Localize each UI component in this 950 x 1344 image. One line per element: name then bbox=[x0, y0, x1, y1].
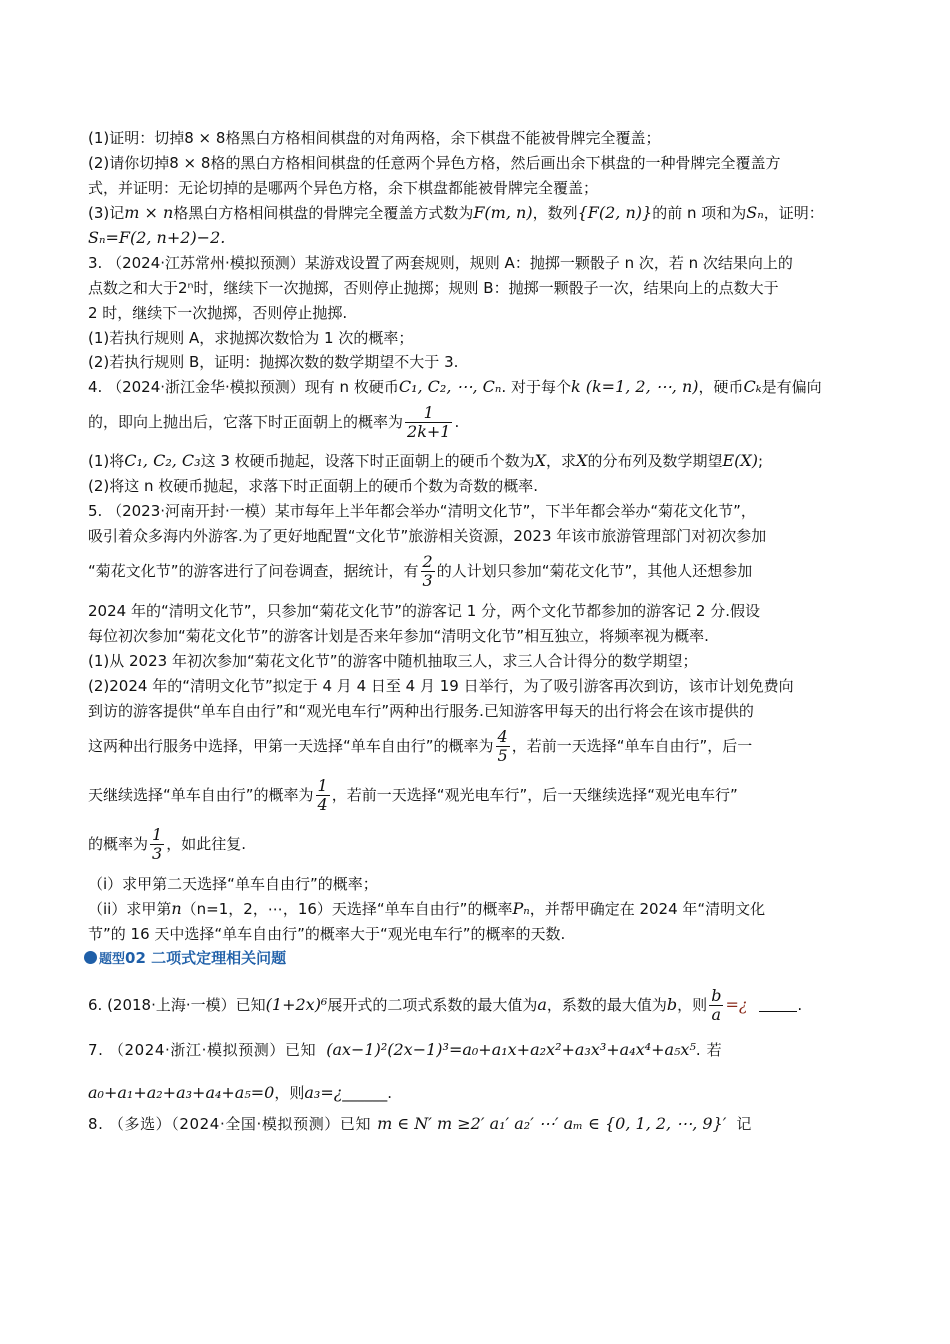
section-prefix: 题型 bbox=[99, 952, 126, 967]
p2-line4 bbox=[88, 203, 868, 223]
math-expr: n bbox=[171, 899, 182, 918]
text: 的概率为 bbox=[88, 835, 149, 853]
text: (3)记 bbox=[88, 204, 125, 222]
math-expr: E(X) bbox=[722, 451, 759, 470]
p8-line1 bbox=[88, 1114, 868, 1134]
text: . 若 bbox=[695, 1041, 723, 1059]
text: ，硬币 bbox=[698, 378, 744, 396]
p6-line bbox=[88, 985, 868, 1025]
fraction bbox=[150, 826, 164, 863]
p2-line3: 式，并证明：无论切掉的是哪两个异色方格，余下棋盘都能被骨牌完全覆盖； bbox=[88, 179, 599, 197]
math-expr: Sₙ bbox=[746, 203, 764, 222]
p5-line3 bbox=[88, 551, 868, 591]
text: ，如此往复. bbox=[166, 835, 246, 853]
p5-line2: 吸引着众多海内外游客.为了更好地配置“文化节”旅游相关资源，2023 年该市旅游管理部门对初次参加 bbox=[88, 527, 767, 545]
p3-line5: (2)若执行规则 B，证明：抛掷次数的数学期望不大于 3. bbox=[88, 353, 459, 371]
p3-line2: 点数之和大于2ⁿ时，继续下一次抛掷，否则停止抛掷；规则 B：抛掷一颗骰子一次，结果向上的点数大于 bbox=[88, 279, 779, 297]
text: ，若前一天选择“单车自由行”，后一 bbox=[511, 737, 753, 755]
fraction-numerator: b bbox=[711, 986, 722, 1005]
fraction-denominator: 5 bbox=[497, 746, 508, 765]
math-expr: X bbox=[576, 451, 588, 470]
math-expr: =¿ bbox=[725, 995, 748, 1014]
text: ______. bbox=[342, 1084, 393, 1102]
p5-line12: （i）求甲第二天选择“单车自由行”的概率； bbox=[88, 875, 378, 893]
text: 展开式的二项式系数的最大值为 bbox=[327, 996, 538, 1014]
text: （n=1，2，⋯，16）天选择“单车自由行”的概率 bbox=[181, 900, 513, 918]
text: 记 bbox=[736, 1115, 752, 1133]
math-expr: a bbox=[537, 995, 547, 1014]
fraction bbox=[709, 987, 723, 1024]
p5-line1: 5. （2023·河南开封·一模）某市每年上半年都会举办“清明文化节”，下半年都会举办“菊花文化节”， bbox=[88, 502, 756, 520]
math-expr: Cₖ bbox=[743, 377, 762, 396]
fraction bbox=[405, 404, 452, 441]
fraction-numerator: 1 bbox=[405, 404, 452, 423]
fraction-numerator: 4 bbox=[497, 727, 508, 746]
math-expr: m × n bbox=[124, 203, 174, 222]
section-heading bbox=[84, 948, 286, 970]
text: 这 3 枚硬币抛起，设落下时正面朝上的硬币个数为 bbox=[200, 452, 535, 470]
text: 6. (2018·上海·一模）已知 bbox=[88, 996, 266, 1014]
text: ，并帮甲确定在 2024 年“清明文化 bbox=[529, 900, 766, 918]
p3-line1: 3. （2024·江苏常州·模拟预测）某游戏设置了两套规则，规则 A：抛掷一颗骰子 n 次，若 n 次结果向上的 bbox=[88, 254, 793, 272]
p5-line7: (2)2024 年的“清明文化节”拟定于 4 月 4 日至 4 月 19 日举行，为了吸引游客再次到访，该市计划免费向 bbox=[88, 677, 794, 695]
section-title: 02 二项式定理相关问题 bbox=[125, 949, 287, 967]
text: ，数列 bbox=[532, 204, 578, 222]
fraction bbox=[496, 728, 510, 765]
text: “菊花文化节”的游客进行了问卷调查，据统计，有 bbox=[88, 562, 419, 580]
p5-line6: (1)从 2023 年初次参加“菊花文化节”的游客中随机抽取三人，求三人合计得分的数学期望； bbox=[88, 652, 698, 670]
text: （ii）求甲第 bbox=[88, 900, 172, 918]
fraction-denominator: 3 bbox=[152, 844, 163, 863]
lightbulb-icon bbox=[84, 951, 97, 964]
math-expr: F(m, n) bbox=[473, 203, 533, 222]
math-expr: Pₙ bbox=[512, 899, 530, 918]
text: . 对于每个 bbox=[501, 378, 571, 396]
p2-line2: (2)请你切掉8 × 8格的黑白方格相间棋盘的任意两个异色方格，然后画出余下棋盘的一种骨牌完全覆盖方 bbox=[88, 154, 781, 172]
math-expr: {F(2, n)} bbox=[577, 203, 653, 222]
fraction bbox=[421, 553, 435, 590]
text: 天继续选择“单车自由行”的概率为 bbox=[88, 786, 314, 804]
text: (1)将 bbox=[88, 452, 125, 470]
text: ，证明： bbox=[763, 204, 824, 222]
answer-blank bbox=[759, 997, 797, 1012]
p3-line4: (1)若执行规则 A，求抛掷次数恰为 1 次的概率； bbox=[88, 329, 414, 347]
math-expr: X bbox=[534, 451, 547, 470]
text: ; bbox=[758, 452, 764, 470]
text: 的人计划只参加“菊花文化节”，其他人还想参加 bbox=[436, 562, 753, 580]
text: ，若前一天选择“观光电车行”，后一天继续选择“观光电车行” bbox=[331, 786, 738, 804]
text: 是有偏向 bbox=[761, 378, 822, 396]
fraction bbox=[316, 777, 330, 814]
text: ，系数的最大值为 bbox=[546, 996, 667, 1014]
p5-line11 bbox=[88, 824, 868, 864]
p5-line14: 节”的 16 天中选择“单车自由行”的概率大于“观光电车行”的概率的天数. bbox=[88, 925, 566, 943]
math-expr: C₁, C₂, ⋯, Cₙ bbox=[398, 377, 502, 396]
p4-line2 bbox=[88, 402, 868, 442]
p5-line5: 每位初次参加“菊花文化节”的游客计划是否来年参加“清明文化节”相互独立，将频率视为概率. bbox=[88, 627, 709, 645]
p5-line8: 到访的游客提供“单车自由行”和“观光电车行”两种出行服务.已知游客甲每天的出行将会在该市提供的 bbox=[88, 702, 754, 720]
text: 8. （多选）（2024·全国·模拟预测）已知 bbox=[88, 1115, 372, 1133]
fraction-denominator: 2k+1 bbox=[407, 422, 451, 441]
math-expr: a₃=¿ bbox=[304, 1083, 343, 1102]
fraction-denominator: 4 bbox=[317, 795, 328, 814]
text: ，则 bbox=[274, 1084, 305, 1102]
p7-line1 bbox=[88, 1040, 868, 1060]
p5-line10 bbox=[88, 775, 868, 815]
text: 这两种出行服务中选择，甲第一天选择“单车自由行”的概率为 bbox=[88, 737, 494, 755]
fraction-numerator: 1 bbox=[152, 825, 163, 844]
text: ，则 bbox=[677, 996, 708, 1014]
text: 的前 n 项和为 bbox=[652, 204, 747, 222]
text: 7. （2024·浙江·模拟预测）已知 bbox=[88, 1041, 317, 1059]
math-expr: (ax−1)²(2x−1)³=a₀+a₁x+a₂x²+a₃x³+a₄x⁴+a₅x⁵ bbox=[326, 1040, 696, 1059]
p4-line1 bbox=[88, 377, 868, 397]
text: . bbox=[454, 413, 460, 431]
math-expr: b bbox=[666, 995, 678, 1014]
math-expr: a₀+a₁+a₂+a₃+a₄+a₅=0 bbox=[88, 1083, 275, 1102]
p5-line13 bbox=[88, 899, 868, 919]
p7-line2 bbox=[88, 1083, 868, 1103]
text: ，求 bbox=[546, 452, 577, 470]
fraction-denominator: 3 bbox=[422, 571, 433, 590]
math-expr: k (k=1, 2, ⋯, n) bbox=[570, 377, 699, 396]
text: 格黑白方格相间棋盘的骨牌完全覆盖方式数为 bbox=[173, 204, 474, 222]
math-expr: C₁, C₂, C₃ bbox=[124, 451, 201, 470]
fraction-denominator: a bbox=[711, 1005, 722, 1024]
text: . bbox=[797, 996, 803, 1014]
math-expr: (1+2x)⁶ bbox=[265, 995, 328, 1014]
p2-line1: (1)证明：切掉8 × 8格黑白方格相间棋盘的对角两格，余下棋盘不能被骨牌完全覆盖； bbox=[88, 129, 661, 147]
text: 4. （2024·浙江金华·模拟预测）现有 n 枚硬币 bbox=[88, 378, 399, 396]
p5-line4: 2024 年的“清明文化节”，只参加“菊花文化节”的游客记 1 分，两个文化节都参加的游客记 2 分.假设 bbox=[88, 602, 760, 620]
text: 的，即向上抛出后，它落下时正面朝上的概率为 bbox=[88, 413, 404, 431]
p2-line5: Sₙ=F(2, n+2)−2. bbox=[88, 228, 226, 247]
math-expr: m ∈ N′ m ≥2′ a₁′ a₂′ ⋯′ aₘ ∈ {0, 1, 2, ⋯, 9}′ bbox=[377, 1114, 727, 1133]
p4-line3 bbox=[88, 451, 868, 471]
p4-line4: (2)将这 n 枚硬币抛起，求落下时正面朝上的硬币个数为奇数的概率. bbox=[88, 477, 539, 495]
p5-line9 bbox=[88, 726, 868, 766]
fraction-numerator: 1 bbox=[317, 776, 328, 795]
p3-line3: 2 时，继续下一次抛掷，否则停止抛掷. bbox=[88, 304, 348, 322]
text: 的分布列及数学期望 bbox=[587, 452, 723, 470]
fraction-numerator: 2 bbox=[422, 552, 433, 571]
